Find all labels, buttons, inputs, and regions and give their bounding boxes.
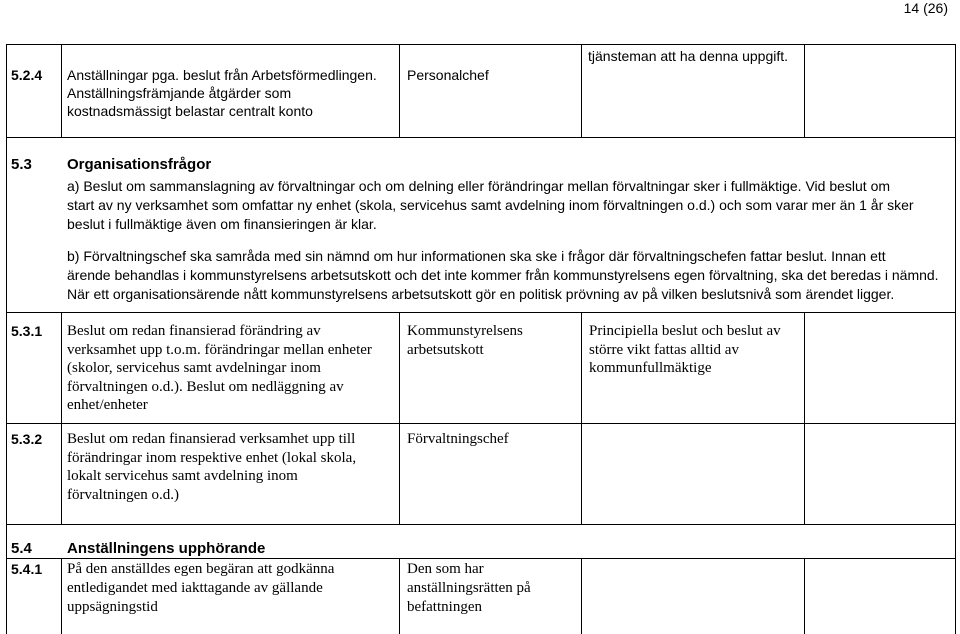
note-line: större vikt fattas alltid av [589,341,739,358]
row-524-note: tjänsteman att ha denna uppgift. [588,48,789,64]
desc-line: Anställningsfrämjande åtgärder som [67,85,292,101]
decider-line: Den som har [407,561,484,577]
para-line: ärende behandlas i kommunstyrelsens arbetsutskott och det inte kommer från kommunstyrelsens egen förvaltning, ska det beredas i nämnd. [67,267,939,283]
decider-line: arbetsutskott [407,341,484,358]
col-line-4 [804,44,805,137]
section-54-title: Anställningens upphörande [67,540,266,557]
col-line-2 [399,558,400,634]
desc-line: verksamhet upp t.o.m. förändringar mellan enheter [67,341,372,358]
col-line-4 [804,312,805,524]
desc-line: Anställningar pga. beslut från Arbetsförmedlingen. [67,67,377,83]
col-line-3 [581,312,582,524]
para-line: a) Beslut om sammanslagning av förvaltningar och om delning eller förändringar mellan förvaltningar sker i fullmäktige. Vid beslut om [67,178,891,194]
table-line-right [955,44,956,634]
desc-line: förvaltningen o.d.) [67,486,180,503]
col-line-1 [61,312,62,524]
row-541-number: 5.4.1 [11,561,43,577]
section-54-number: 5.4 [11,540,32,557]
page-number: 14 (26) [903,0,948,16]
note-line: Principiella beslut och beslut av [589,323,781,339]
desc-line: lokalt servicehus samt avdelning inom [67,468,298,484]
table-line-row532-bottom [6,524,956,525]
row-524-number: 5.2.4 [11,67,43,83]
para-line: beslut i fullmäktige även om finansieringen är klar. [67,216,377,232]
col-line-2 [399,44,400,137]
desc-line: kostnadsmässigt belastar centralt konto [67,103,313,119]
col-line-1 [61,44,62,137]
decider-line: anställningsrätten på [407,580,531,596]
table-line-section53-bottom [6,312,956,313]
row-531-decider [407,322,523,359]
desc-line: förvaltningen o.d.). Beslut om nedläggning av [67,378,344,395]
para-line: start av ny verksamhet som omfattar ny enhet (skola, servicehus samt avdelning inom förvaltningen o.d.) och som varar mer än 1 år sker [67,197,914,213]
section-53-title: Organisationsfrågor [67,156,212,173]
desc-line: Beslut om redan finansierad verksamhet upp till [67,431,356,447]
table-line-section54-bottom [6,558,956,559]
note-line: kommunfullmäktige [589,360,712,376]
table-line-row531-bottom [6,423,956,424]
row-524-decider: Personalchef [407,67,489,83]
desc-line: uppsägningstid [67,599,158,615]
para-line: När ett organisationsärende nått kommunstyrelsens arbetsutskott gör en politisk prövning av på vilken beslutsnivå som ärendet ligger. [67,286,895,302]
row-524-description [67,66,377,120]
row-531-number: 5.3.1 [11,323,43,339]
section-53-paragraph-b [67,247,939,304]
col-line-1 [61,558,62,634]
table-line-top [6,44,956,45]
section-53-number: 5.3 [11,156,32,173]
col-line-3 [581,558,582,634]
desc-line: På den anställdes egen begäran att godkänna [67,561,335,577]
section-53-paragraph-a [67,177,914,234]
decider-line: befattningen [407,599,482,615]
desc-line: (skolor, servicehus samt avdelningar inom [67,360,321,376]
row-541-description [67,560,334,617]
col-line-3 [581,44,582,137]
table-line-row524-bottom [6,137,956,138]
row-541-decider [407,560,531,617]
col-line-2 [399,312,400,524]
col-line-4 [804,558,805,634]
desc-line: enhet/enheter [67,397,148,413]
row-531-description [67,322,372,415]
desc-line: entledigandet med iakttagande av gällande [67,580,323,596]
decider-line: Kommunstyrelsens [407,323,523,339]
row-532-description [67,430,356,504]
para-line: b) Förvaltningschef ska samråda med sin nämnd om hur informationen ska ske i frågor där förvaltningschefen fattar beslut. Innan ett [67,248,886,264]
row-531-note [589,322,781,378]
desc-line: Beslut om redan finansierad förändring av [67,323,321,339]
row-532-decider: Förvaltningschef [407,431,509,447]
row-532-number: 5.3.2 [11,431,43,447]
desc-line: förändringar inom respektive enhet (lokal skola, [67,449,357,466]
table-line-left [6,44,7,634]
